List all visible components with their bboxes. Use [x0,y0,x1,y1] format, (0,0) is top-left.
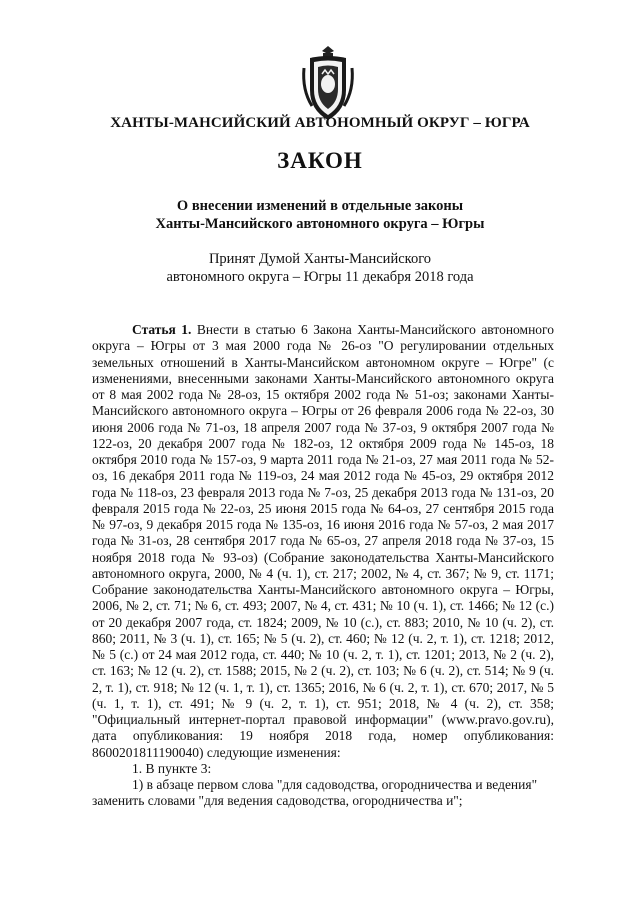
adoption-note-line-1: Принят Думой Ханты-Мансийского [208,251,432,267]
article-label: Статья 1. [132,322,192,337]
adoption-note [0,250,640,286]
law-subject-line-2: Ханты-Мансийского автономного округа – Югры [155,216,485,232]
region-title: ХАНТЫ-МАНСИЙСКИЙ АВТОНОМНЫЙ ОКРУГ – ЮГРА [110,115,530,131]
point-1-heading: 1. В пункте 3: [132,760,212,776]
article-text: Внести в статью 6 Закона Ханты-Мансийского автономного округа – Югры от 3 мая 2000 года № 26-оз "О регулировании отдельных земельных отношений в Ханты-Мансийском автономном округе – Югре" (с изменениями, внесенными законами Ханты-Мансийского автономного округа от 8 мая 2002 года № 28-оз, 15 октября 2002 года № 51-оз; законами Ханты-Мансийского автономного округа – Югры от 26 февраля 2006 года № 22-оз, 30 июня 2006 года № 71-оз, 18 апреля 2007 года № 37-оз, 9 октября 2007 года № 122-оз, 20 декабря 2007 года № 182-оз, 12 октября 2009 года № 145-оз, 18 октября 2010 года № 157-оз, 9 марта 2011 года № 21-оз, 27 мая 2011 года № 52-оз, 16 декабря 2011 года № 119-оз, 24 мая 2012 года № 45-оз, 29 октября 2012 года № 118-оз, 23 февраля 2013 года № 7-оз, 25 декабря 2013 года № 131-оз, 20 февраля 2015 года № 22-оз, 25 июня 2015 года № 64-оз, 27 сентября 2015 года № 97-оз, 9 декабря 2015 года № 135-оз, 16 июня 2016 года № 57-оз, 2 мая 2017 года № 31-оз, 28 сентября 2017 года № 65-оз, 27 апреля 2018 года № 37-оз, 15 ноября 2018 года № 93-оз) (Собрание законодательства Ханты-Мансийского автономного округа, 2000, № 4 (ч. 1), ст. 217; 2002, № 4, ст. 367; № 9, ст. 1171; Собрание законодательства Ханты-Мансийского автономного округа – Югры, 2006, № 2, ст. 71; № 6, ст. 493; 2007, № 4, ст. 431; № 10 (ч. 1), ст. 1466; № 12 (с.) от 20 декабря 2007 года, ст. 1824; 2009, № 10 (с.), ст. 883; 2010, № 10 (ч. 2), ст. 860; 2011, № 3 (ч. 1), ст. 165; № 5 (ч. 2), ст. 460; № 12 (ч. 2, т. 1), ст. 1218; 2012, № 5 (с.) от 24 мая 2012 года, ст. 440; № 10 (ч. 2, т. 1), ст. 1201; 2013, № 2 (ч. 2), ст. 163; № 12 (ч. 2), ст. 1588; 2015, № 2 (ч. 2), ст. 103; № 6 (ч. 2), ст. 514; № 9 (ч. 2, т. 1), ст. 918; № 12 (ч. 1, т. 1), ст. 1365; 2016, № 6 (ч. 2, т. 1), ст. 670; 2017, № 5 (ч. 1, т. 1), ст. 491; № 9 (ч. 2, т. 1), ст. 951; 2018, № 4 (ч. 2), ст. 358; "Официальный интернет-портал правовой информации" (www.pravo.gov.ru), дата опубликования: 19 ноября 2018 года, номер опубликования: 8600201811190040) следующие изменения: [92,322,555,760]
law-subject-line-1: О внесении изменений в отдельные законы [176,198,464,214]
coat-of-arms-emblem-icon [296,44,360,124]
law-subject [0,197,640,233]
law-body [92,322,554,810]
document-type-title: ЗАКОН [277,148,363,173]
subpoint-1-end: заменить словами "для ведения садоводства, огородничества и"; [92,793,463,809]
adoption-note-line-2: автономного округа – Югры 11 декабря 2018 года [166,269,474,285]
subpoint-1-start: 1) в абзаце первом слова "для садоводства, огородничества и ведения" [132,777,538,792]
article-1-paragraph [92,322,554,761]
